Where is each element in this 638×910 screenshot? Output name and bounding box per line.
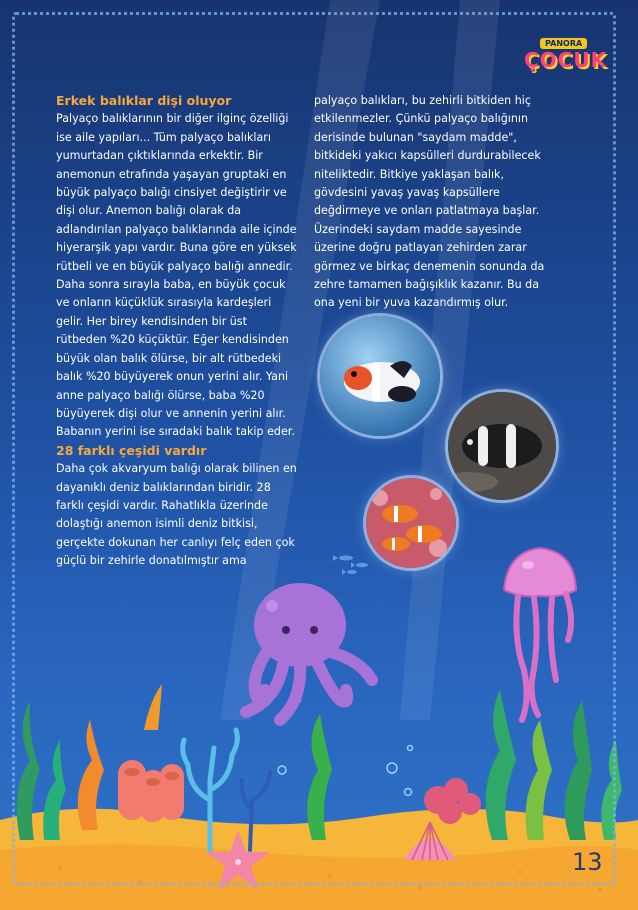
left-column bbox=[56, 92, 298, 571]
section-heading-2: 28 farklı çeşidi vardır bbox=[56, 442, 207, 458]
octopus-illustration bbox=[246, 583, 372, 720]
right-column bbox=[314, 92, 558, 313]
logo-cocuk: ÇOCUK bbox=[524, 48, 608, 72]
clownfish-photo-2 bbox=[448, 392, 556, 500]
section-body: Palyaço balıklarının bir diğer ilginç özelliği ise aile yapıları... Tüm palyaço balıkları yumurtadan çıktıklarında erkektir. Bir anemonun etrafında yaşayan gruptaki en büyük palyaço balığı cinsiyet değiştirir ve dişi olur. Anemon balığı olarak da adlandırılan palyaço balıklarında aile içinde hiyerarşik yapı vardır. Buna göre en yüksek rütbeli ve en büyük palyaço balığı annedir. Daha sonra sırayla baba, en büyük çocuk ve onların küçüklük sırasıyla kardeşleri gelir. Her birey kendisinden bir üst rütbeden %20 küçüktür. Eğer kendisinden büyük olan balık ölürse, bir alt rütbedeki balık %20 büyüyerek onun yerini alır. Yani anne palyaço balığı ölürse, baba %20 büyüyerek dişi olur ve annenin yerini alır. Babanın yerini ise sıradaki balık takip eder. bbox=[56, 112, 297, 439]
jellyfish-illustration bbox=[504, 548, 576, 720]
small-fish-icon bbox=[333, 555, 368, 575]
section-heading: Erkek balıklar dişi oluyor bbox=[56, 93, 232, 108]
logo-panorama: PANORA bbox=[540, 38, 587, 49]
magazine-logo bbox=[524, 38, 608, 72]
section-body-2: Daha çok akvaryum balığı olarak bilinen en dayanıklı deniz balıklarından biridir. 28 farklı çeşidi vardır. Rahatlıkla üzerinde dolaştığı anemon isimli deniz bitkisi, gerçekte dokunan her canlıyı felç eden çok güçlü bir zehirle donatılmıştır ama bbox=[56, 462, 297, 568]
clownfish-photo bbox=[320, 316, 440, 436]
page-number: 13 bbox=[572, 848, 603, 876]
clownfish-photo-3 bbox=[366, 478, 456, 568]
section-body-3: palyaço balıkları, bu zehirli bitkiden hiç etkilenmezler. Çünkü palyaço balığının derisinde bulunan "saydam madde", bitkideki yakıcı kapsülleri durdurabilecek niteliktedir. Bitkiye yaklaşan balık, gövdesini yavaş yavaş kapsüllere değdirmeye ve onları patlatmaya başlar. Üzerindeki saydam madde sayesinde üzerine doğru patlayan zehirden zarar görmez ve birkaç denemenin sonunda da zehre tamamen bağışıklık kazanır. Bu da ona yeni bir yuva kazandırmış olur. bbox=[314, 94, 545, 310]
